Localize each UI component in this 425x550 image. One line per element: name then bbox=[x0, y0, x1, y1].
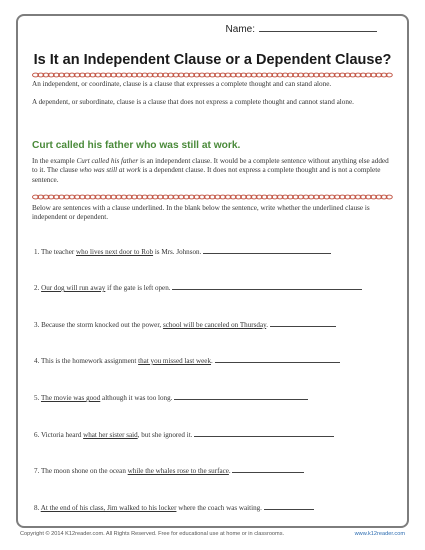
chain-divider-bottom bbox=[32, 194, 394, 200]
name-label: Name: bbox=[225, 24, 255, 35]
explanation-independent-clause: Curt called his father bbox=[76, 157, 139, 165]
explanation-dependent-clause: who was still at work bbox=[79, 166, 141, 175]
example-sentence: Curt called his father who was still at work. bbox=[32, 140, 241, 151]
explanation-paragraph bbox=[32, 157, 392, 185]
explanation-text-c: is an independent clause. It would be a complete sentence without anything else added to it. The clause bbox=[32, 157, 389, 175]
answer-blank-8[interactable] bbox=[264, 502, 314, 510]
answer-blank-2[interactable] bbox=[172, 282, 362, 290]
intro-independent: An independent, or coordinate, clause is a clause that expresses a complete thought and can stand alone. bbox=[32, 80, 332, 88]
name-row bbox=[226, 22, 377, 35]
question-8: 8. At the end of his class, Jim walked to his locker where the coach was waiting. bbox=[34, 502, 314, 512]
copyright-footer: Copyright © 2014 K12reader.com. All Rights Reserved. Free for educational use at home or in classrooms. bbox=[20, 531, 285, 537]
question-3: 3. Because the storm knocked out the power, school will be canceled on Thursday. bbox=[34, 319, 336, 329]
question-1: 1. The teacher who lives next door to Rob is Mrs. Johnson. bbox=[34, 246, 331, 256]
chain-divider-top bbox=[32, 72, 394, 78]
site-link[interactable]: www.k12reader.com bbox=[354, 531, 405, 537]
name-field[interactable] bbox=[259, 22, 377, 32]
question-4: 4. This is the homework assignment that you missed last week. bbox=[34, 355, 340, 365]
worksheet-title: Is It an Independent Clause or a Dependent Clause? bbox=[33, 52, 392, 68]
answer-blank-4[interactable] bbox=[215, 355, 340, 363]
question-6: 6. Victoria heard what her sister said, but she ignored it. bbox=[34, 429, 334, 439]
explanation-text-a: In the example bbox=[32, 157, 77, 165]
answer-blank-7[interactable] bbox=[232, 465, 304, 473]
explanation-text-e: is a dependent clause. It does not express a complete thought and is not a complete sentence. bbox=[32, 166, 381, 184]
answer-blank-1[interactable] bbox=[203, 246, 331, 254]
question-2: 2. Our dog will run away if the gate is left open. bbox=[34, 282, 362, 292]
question-5: 5. The movie was good although it was too long. bbox=[34, 392, 308, 402]
instructions: Below are sentences with a clause underlined. In the blank below the sentence, write whether the underlined clause is independent or dependent. bbox=[32, 204, 370, 222]
intro-dependent: A dependent, or subordinate, clause is a clause that does not express a complete thought and cannot stand alone. bbox=[32, 98, 354, 106]
answer-blank-3[interactable] bbox=[270, 319, 336, 327]
answer-blank-5[interactable] bbox=[174, 392, 308, 400]
worksheet-border bbox=[16, 14, 409, 528]
answer-blank-6[interactable] bbox=[194, 429, 334, 437]
question-7: 7. The moon shone on the ocean while the whales rose to the surface. bbox=[34, 465, 304, 475]
